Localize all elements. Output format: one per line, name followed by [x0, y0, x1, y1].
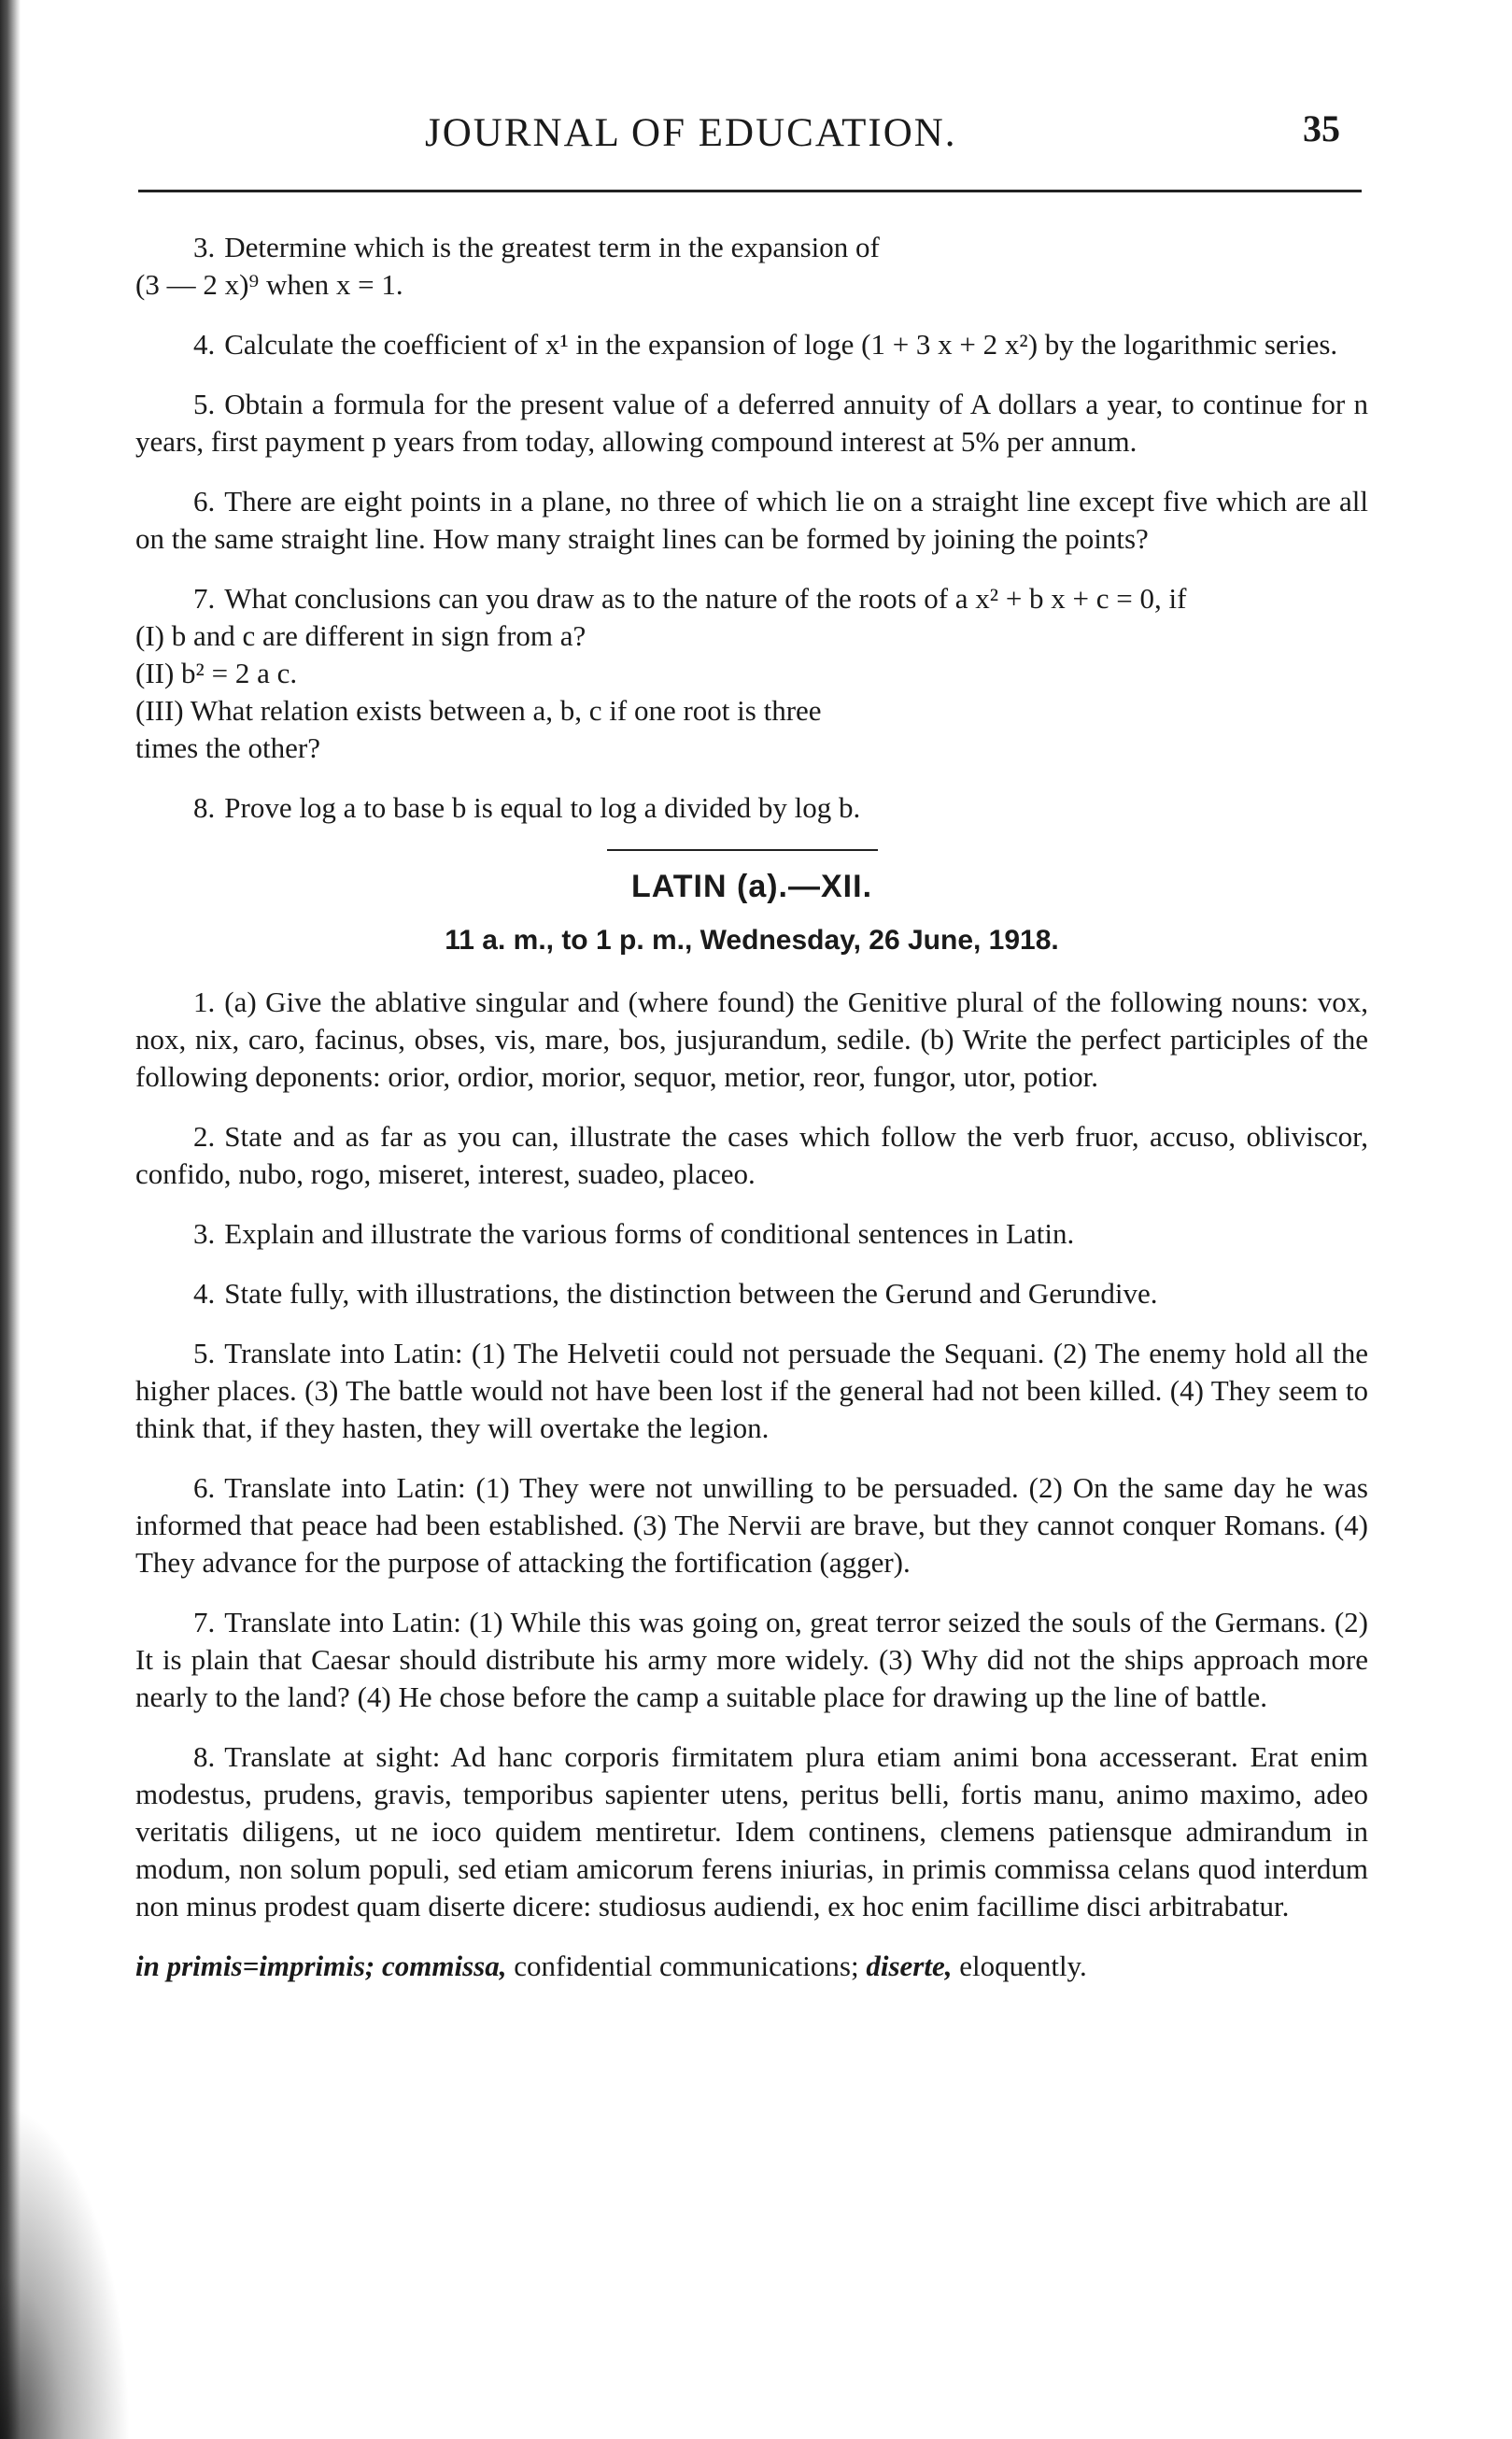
question-text: Translate into Latin: (1) While this was going on, great terror seized the souls of the Germans. (2) It is plain that Caesar should distribute his army more widely. (3) Why did not the ships approach more nearly to the land? (4) He chose before the camp a suitable place for drawing up the line of battle. — [135, 1606, 1368, 1713]
question-number: 4. — [193, 1277, 216, 1310]
latin-question-4 — [135, 1275, 1368, 1312]
question-number: 7. — [193, 1606, 216, 1638]
question-text: Translate into Latin: (1) The Helvetii could not persuade the Sequani. (2) The enemy hold all the higher places. (3) The battle would not have been lost if the general had not been killed. (4) They seem to think that, if they hasten, they will overtake the legion. — [135, 1337, 1368, 1444]
latin-section — [135, 868, 1368, 1985]
glossary-definition: confidential communications; — [514, 1950, 859, 1982]
question-text: State fully, with illustrations, the distinction between the Gerund and Gerundive. — [224, 1277, 1158, 1310]
question-text: Determine which is the greatest term in the expansion of — [224, 231, 880, 263]
question-subitem: (III) What relation exists between a, b, c if one root is three — [135, 694, 822, 727]
question-text: (a) Give the ablative singular and (where found) the Genitive plural of the following nouns: vox, nox, nix, caro, facinus, obses, vis, mare, bos, jusjurandum, sedile. (b) Write the perfect participles of the following deponents: orior, ordior, morior, sequor, metior, reor, fungor, utor, potior. — [135, 986, 1368, 1093]
question-number: 8. — [193, 1740, 216, 1773]
question-number: 2. — [193, 1120, 216, 1153]
algebra-question-6 — [135, 483, 1368, 558]
question-number: 3. — [193, 231, 216, 263]
question-text: Prove log a to base b is equal to log a divided by log b. — [224, 791, 861, 824]
latin-question-5 — [135, 1335, 1368, 1447]
algebra-question-4 — [135, 326, 1368, 363]
latin-question-1 — [135, 984, 1368, 1096]
glossary-term: commissa, — [382, 1950, 507, 1982]
latin-question-2 — [135, 1118, 1368, 1193]
question-text: What conclusions can you draw as to the nature of the roots of a x² + b x + c = 0, if — [224, 582, 1187, 615]
question-number: 5. — [193, 1337, 216, 1369]
algebra-question-7 — [135, 580, 1368, 767]
section-divider — [607, 849, 878, 851]
question-number: 8. — [193, 791, 216, 824]
question-text: There are eight points in a plane, no three of which lie on a straight line except five which are all on the same straight line. How many straight lines can be formed by joining the points? — [135, 485, 1368, 555]
question-number: 5. — [193, 388, 216, 420]
latin-question-6 — [135, 1469, 1368, 1581]
glossary-definition: =imprimis; — [242, 1950, 375, 1982]
page-binding-shadow — [0, 2103, 131, 2439]
algebra-question-8 — [135, 789, 1368, 827]
question-text: Obtain a formula for the present value of a deferred annuity of A dollars a year, to continue for n years, first payment p years from today, allowing compound interest at 5% per annum. — [135, 388, 1368, 458]
question-subitem: (II) b² = 2 a c. — [135, 657, 298, 689]
algebra-question-3 — [135, 229, 1368, 304]
question-subitem: (I) b and c are different in sign from a? — [135, 619, 586, 652]
section-title: LATIN (a).—XII. — [630, 869, 873, 904]
section-time: 11 a. m., to 1 p. m., Wednesday, 26 June, 1918. — [445, 925, 1059, 956]
algebra-question-5 — [135, 386, 1368, 461]
header-rule — [138, 190, 1362, 192]
question-number: 7. — [193, 582, 216, 615]
question-number: 6. — [193, 1471, 216, 1504]
question-text: Translate at sight: Ad hanc corporis firmitatem plura etiam animi bona accesserant. Erat enim modestus, prudens, gravis, temporibus sapienter utens, peritus belli, fortis manu, animo maximo, adeo veritatis diligens, ut ne ioco quidem mentiretur. Idem continens, clemens patiensque admirandum in modum, non solum populi, sed etiam amicorum ferens iniurias, in primis commissa celans quod interdum non minus prodest quam diserte dicere: studiosus audiendi, ex hoc enim facillime disci arbitrabatur. — [135, 1740, 1368, 1922]
glossary-term: diserte, — [866, 1950, 953, 1982]
page-header — [0, 107, 1512, 166]
latin-question-7 — [135, 1604, 1368, 1716]
question-text: State and as far as you can, illustrate the cases which follow the verb fruor, accuso, obliviscor, confido, nubo, rogo, miseret, interest, suadeo, placeo. — [135, 1120, 1368, 1190]
page-binding-edge — [0, 0, 21, 2439]
question-number: 1. — [193, 986, 216, 1018]
latin-question-8 — [135, 1738, 1368, 1925]
question-text: Calculate the coefficient of x¹ in the expansion of loge (1 + 3 x + 2 x²) by the logarithmic series. — [224, 328, 1338, 361]
latin-question-3 — [135, 1215, 1368, 1253]
question-formula: (3 — 2 x)⁹ when x = 1. — [135, 268, 403, 301]
journal-title: JOURNAL OF EDUCATION. — [425, 111, 957, 155]
glossary-definition: eloquently. — [959, 1950, 1087, 1982]
page-number: 35 — [1303, 107, 1340, 149]
page-content — [135, 229, 1368, 2014]
question-number: 3. — [193, 1217, 216, 1250]
question-number: 4. — [193, 328, 216, 361]
question-number: 6. — [193, 485, 216, 518]
question-tail: times the other? — [135, 731, 320, 764]
glossary-term: in primis — [135, 1950, 243, 1982]
question-text: Translate into Latin: (1) They were not unwilling to be persuaded. (2) On the same day he was informed that peace had been established. (3) The Nervii are brave, but they cannot conquer Romans. (4) They advance for the purpose of attacking the fortification (agger). — [135, 1471, 1368, 1579]
question-text: Explain and illustrate the various forms of conditional sentences in Latin. — [224, 1217, 1075, 1250]
glossary-footnote — [135, 1948, 1368, 1985]
